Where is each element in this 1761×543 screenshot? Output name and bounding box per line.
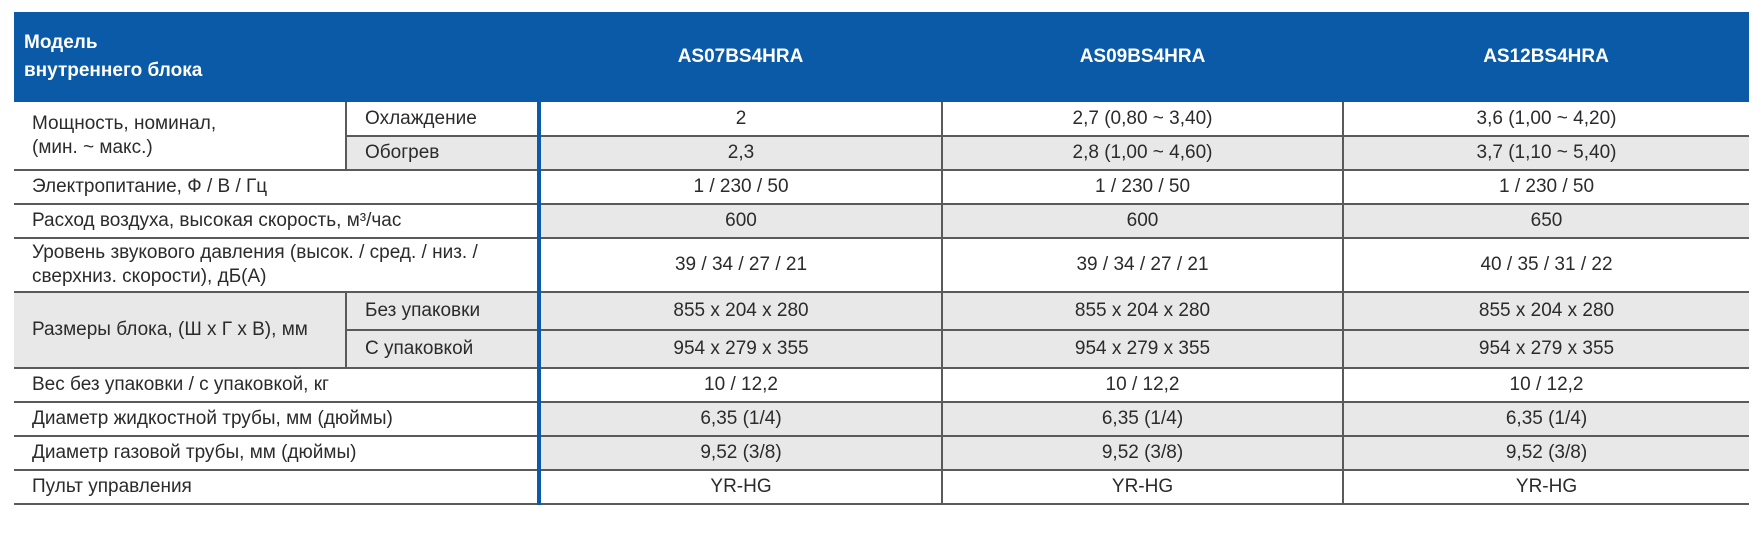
value-cell: 10 / 12,2 [1343, 368, 1749, 402]
value-cell: 855 x 204 x 280 [539, 292, 942, 330]
value-cell: 40 / 35 / 31 / 22 [1343, 238, 1749, 292]
model-name: AS07BS4HRA [539, 12, 942, 102]
table-row [14, 170, 1749, 204]
value-cell: 855 x 204 x 280 [942, 292, 1343, 330]
value-cell: 9,52 (3/8) [539, 436, 942, 470]
param-label: Мощность, номинал, (мин. ~ макс.) [14, 102, 346, 170]
value-cell: 10 / 12,2 [942, 368, 1343, 402]
model-label: Модель внутреннего блока [14, 12, 539, 102]
table-row [14, 368, 1749, 402]
value-cell: 9,52 (3/8) [942, 436, 1343, 470]
value-cell: 2,8 (1,00 ~ 4,60) [942, 136, 1343, 170]
param-label: Вес без упаковки / с упаковкой, кг [14, 368, 539, 402]
value-cell: 1 / 230 / 50 [942, 170, 1343, 204]
value-cell: 10 / 12,2 [539, 368, 942, 402]
value-cell: 2 [539, 102, 942, 136]
value-cell: 954 x 279 x 355 [539, 330, 942, 368]
value-cell: 39 / 34 / 27 / 21 [942, 238, 1343, 292]
table-row [14, 238, 1749, 292]
table-row [14, 436, 1749, 470]
param-label: Диаметр жидкостной трубы, мм (дюймы) [14, 402, 539, 436]
value-cell: 2,7 (0,80 ~ 3,40) [942, 102, 1343, 136]
param-label: Пульт управления [14, 470, 539, 504]
table-row [14, 204, 1749, 238]
value-cell: 39 / 34 / 27 / 21 [539, 238, 942, 292]
value-cell: 954 x 279 x 355 [1343, 330, 1749, 368]
model-name: AS12BS4HRA [1343, 12, 1749, 102]
header-row [14, 12, 1749, 102]
value-cell: 650 [1343, 204, 1749, 238]
value-cell: YR-HG [1343, 470, 1749, 504]
value-cell: 1 / 230 / 50 [539, 170, 942, 204]
value-cell: 600 [539, 204, 942, 238]
value-cell: 954 x 279 x 355 [942, 330, 1343, 368]
table-row [14, 292, 1749, 330]
value-cell: 9,52 (3/8) [1343, 436, 1749, 470]
sub-label: Охлаждение [346, 102, 539, 136]
param-label: Размеры блока, (Ш x Г x В), мм [14, 292, 346, 368]
table-row [14, 470, 1749, 504]
value-cell: YR-HG [539, 470, 942, 504]
value-cell: 6,35 (1/4) [942, 402, 1343, 436]
value-cell: YR-HG [942, 470, 1343, 504]
value-cell: 3,6 (1,00 ~ 4,20) [1343, 102, 1749, 136]
table-row [14, 102, 1749, 136]
value-cell: 6,35 (1/4) [1343, 402, 1749, 436]
sub-label: Обогрев [346, 136, 539, 170]
spec-table [14, 12, 1749, 505]
value-cell: 600 [942, 204, 1343, 238]
value-cell: 6,35 (1/4) [539, 402, 942, 436]
sub-label: Без упаковки [346, 292, 539, 330]
value-cell: 3,7 (1,10 ~ 5,40) [1343, 136, 1749, 170]
param-label: Электропитание, Ф / В / Гц [14, 170, 539, 204]
param-label: Диаметр газовой трубы, мм (дюймы) [14, 436, 539, 470]
value-cell: 1 / 230 / 50 [1343, 170, 1749, 204]
param-label: Расход воздуха, высокая скорость, м³/час [14, 204, 539, 238]
value-cell: 855 x 204 x 280 [1343, 292, 1749, 330]
sub-label: С упаковкой [346, 330, 539, 368]
value-cell: 2,3 [539, 136, 942, 170]
model-name: AS09BS4HRA [942, 12, 1343, 102]
table-row [14, 402, 1749, 436]
param-label: Уровень звукового давления (высок. / сред. / низ. / сверхниз. скорости), дБ(А) [14, 238, 539, 292]
